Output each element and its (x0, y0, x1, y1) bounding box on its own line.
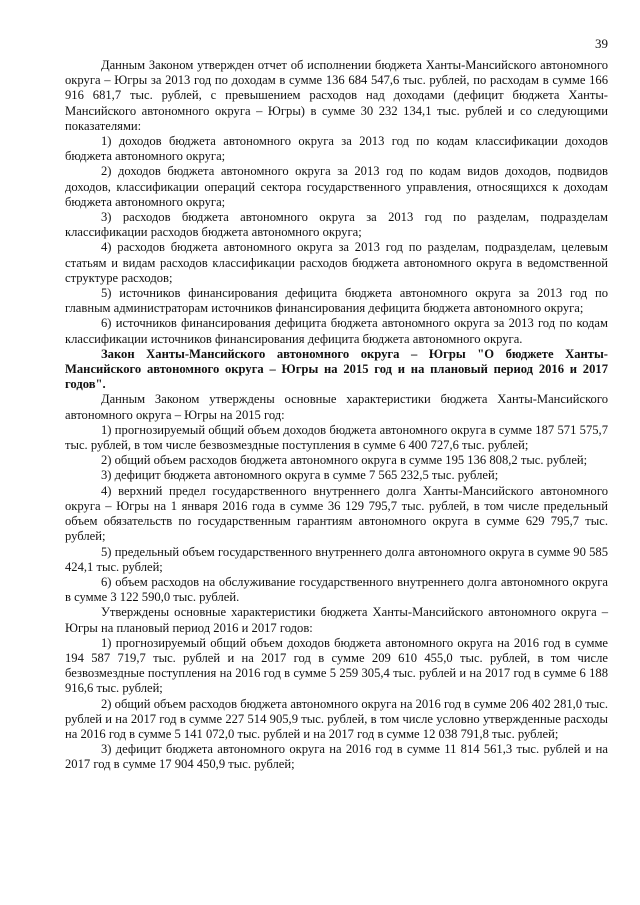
list-item-3: 3) расходов бюджета автономного округа за 2013 год по разделам, подразделам классификации расходов бюджета автономного округа; (65, 210, 608, 240)
budget-2015-item-4: 4) верхний предел государственного внутреннего долга Ханты-Мансийского автономного округа – Югры на 1 января 2016 года в сумме 36 129 795,7 тыс. рублей, в том числе предельный объем обязательств по государственным гарантиям автономного округа в сумме 629 795,7 тыс. рублей; (65, 483, 608, 544)
budget-2015-item-2: 2) общий объем расходов бюджета автономного округа в сумме 195 136 808,2 тыс. рублей; (101, 453, 588, 468)
list-item-2: 2) доходов бюджета автономного округа за 2013 год по кодам видов доходов, подвидов доходов, классификации операций сектора государственного управления, относящихся к доходам бюджета автономного округа; (65, 164, 608, 209)
law-heading: Закон Ханты-Мансийского автономного округа – Югры "О бюджете Ханты-Мансийского автономного округа – Югры на 2015 год и на плановый период 2016 и 2017 годов". (65, 346, 608, 392)
page-number: 39 (595, 36, 608, 51)
list-item-5: 5) источников финансирования дефицита бюджета автономного округа за 2013 год по главным администраторам источников финансирования дефицита бюджета автономного округа; (65, 286, 608, 316)
intro-paragraph: Данным Законом утвержден отчет об исполнении бюджета Ханты-Мансийского автономного округа – Югры за 2013 год по доходам в сумме 136 684 547,6 тыс. рублей, по расходам в сумме 166 916 681,7 тыс. рублей, с превышением расходов над доходами (дефицит бюджета Ханты-Мансийского автономного округа – Югры) в сумме 30 232 134,1 тыс. рублей и со следующими показателями: (65, 58, 608, 133)
plan-period-intro: Утверждены основные характеристики бюджета Ханты-Мансийского автономного округа – Югры на плановый период 2016 и 2017 годов: (65, 605, 608, 635)
list-item-1: 1) доходов бюджета автономного округа за 2013 год по кодам классификации доходов бюджета автономного округа; (65, 134, 608, 164)
document-body (65, 58, 608, 773)
budget-2015-item-6: 6) объем расходов на обслуживание государственного внутреннего долга автономного округа в сумме 3 122 590,0 тыс. рублей. (65, 574, 608, 605)
list-item-4: 4) расходов бюджета автономного округа за 2013 год по разделам, подразделам, целевым статьям и видам расходов классификации расходов бюджета автономного округа в ведомственной структуре расходов; (65, 240, 608, 285)
plan-period-item-3: 3) дефицит бюджета автономного округа на 2016 год в сумме 11 814 561,3 тыс. рублей и на 2017 год в сумме 17 904 450,9 тыс. рублей; (65, 742, 608, 772)
list-item-6: 6) источников финансирования дефицита бюджета автономного округа за 2013 год по кодам классификации источников финансирования дефицита бюджета автономного округа. (65, 316, 608, 346)
budget-2015-item-3: 3) дефицит бюджета автономного округа в сумме 7 565 232,5 тыс. рублей; (101, 468, 499, 483)
budget-2015-intro: Данным Законом утверждены основные характеристики бюджета Ханты-Мансийского автономного округа – Югры на 2015 год: (65, 392, 608, 422)
budget-2015-item-1: 1) прогнозируемый общий объем доходов бюджета автономного округа в сумме 187 571 575,7 тыс. рублей, в том числе безвозмездные поступления в сумме 6 400 727,6 тыс. рублей; (65, 422, 608, 453)
budget-2015-item-5: 5) предельный объем государственного внутреннего долга автономного округа в сумме 90 585 424,1 тыс. рублей; (65, 544, 608, 574)
plan-period-item-1: 1) прогнозируемый общий объем доходов бюджета автономного округа на 2016 год в сумме 194 587 719,7 тыс. рублей и на 2017 год в сумме 209 610 455,0 тыс. рублей, в том числе безвозмездные поступления на 2016 год в сумме 5 259 305,4 тыс. рублей и на 2017 год в сумме 6 188 916,6 тыс. рублей; (65, 635, 608, 696)
plan-period-item-2: 2) общий объем расходов бюджета автономного округа на 2016 год в сумме 206 402 281,0 тыс. рублей и на 2017 год в сумме 227 514 905,9 тыс. рублей, в том числе условно утвержденные расходы на 2016 год в сумме 5 141 072,0 тыс. рублей и на 2017 год в сумме 12 038 791,8 тыс. рублей; (65, 696, 608, 741)
